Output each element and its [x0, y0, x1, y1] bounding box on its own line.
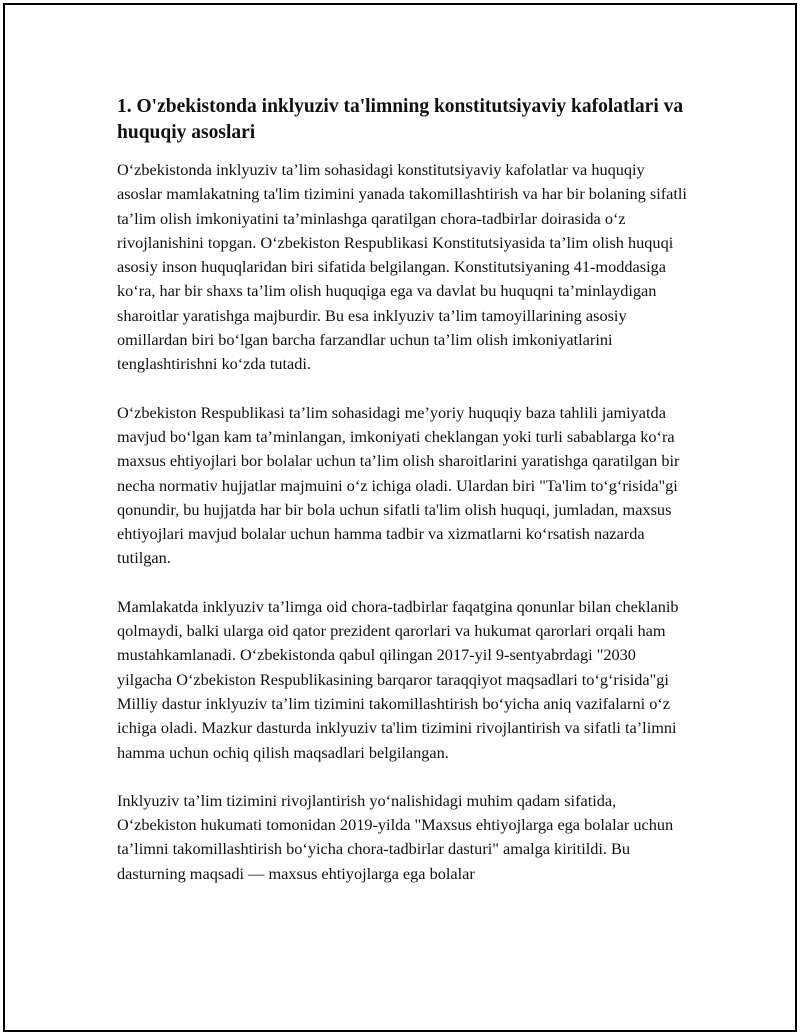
section-heading: 1. O'zbekistonda inklyuziv ta'limning konstitutsiyaviy kafolatlari va huquqiy asoslari [117, 96, 684, 143]
paragraph-2019-program: Inklyuziv ta’lim tizimini rivojlantirish yo‘nalishidagi muhim qadam sifatida, O‘zbekiston hukumati tomonidan 2019-yilda "Maxsus ehtiyojlarga ega bolalar uchun ta’limni takomillashtirish bo‘yicha chora-tadbirlar dasturi" amalga kiritildi. Bu dasturning maqsadi — maxsus ehtiyojlarga ega bolalar [117, 790, 674, 883]
paragraph-legal-framework: O‘zbekiston Respublikasi ta’lim sohasidagi me’yoriy huquqiy baza tahlili jamiyatda mavjud bo‘lgan kam ta’minlangan, imkoniyati cheklangan yoki turli sabablarga ko‘ra maxsus ehtiyojlari bor bolalar uchun ta’lim olish sharoitlarini yaratishga qaratilgan bir necha normativ hujjatlar majmuini o‘z ichiga oladi. Ulardan biri "Ta'lim to‘g‘risida"gi qonundir, bu hujjatda har bir bola uchun sifatli ta'lim olish huquqi, jumladan, maxsus ehtiyojlari mavjud bolalar uchun hamma tadbir va xizmatlarni ko‘rsatish nazarda tutilgan. [117, 402, 680, 568]
paragraph-presidential-decrees: Mamlakatda inklyuziv ta’limga oid chora-tadbirlar faqatgina qonunlar bilan cheklanib qolmaydi, balki ularga oid qator prezident qarorlari va hukumat qarorlari orqali ham mustahkamlanadi. O‘zbekistonda qabul qilingan 2017-yil 9-sentyabrdagi "2030 yilgacha O‘zbekiston Respublikasining barqaror taraqqiyot maqsadlari to‘g‘risida"gi Milliy dastur inklyuziv ta’lim tizimini takomillashtirish bo‘yicha aniq vazifalarni o‘z ichiga oladi. Mazkur dasturda inklyuziv ta'lim tizimini rivojlantirish va sifatli ta’limni hamma uchun ochiq qilish maqsadlari belgilangan. [117, 596, 679, 762]
document-body [117, 94, 687, 910]
paragraph-constitutional-guarantees: O‘zbekistonda inklyuziv ta’lim sohasidagi konstitutsiyaviy kafolatlar va huquqiy asoslar mamlakatning ta'lim tizimini yanada takomillashtirish va har bir bolaning sifatli ta’lim olish imkoniyatini ta’minlashga qaratilgan chora-tadbirlar doirasida o‘z rivojlanishini topgan. O‘zbekiston Respublikasi Konstitutsiyasida ta’lim olish huquqi asosiy inson huquqlaridan biri sifatida belgilangan. Konstitutsiyaning 41-moddasiga ko‘ra, har bir shaxs ta’lim olish huquqiga ega va davlat bu huquqni ta’minlaydigan sharoitlar yaratishga majburdir. Bu esa inklyuziv ta’lim tamoyillarining asosiy omillardan biri bo‘lgan barcha farzandlar uchun ta’lim olish imkoniyatlarini tenglashtirishni ko‘zda tutadi. [117, 160, 687, 374]
